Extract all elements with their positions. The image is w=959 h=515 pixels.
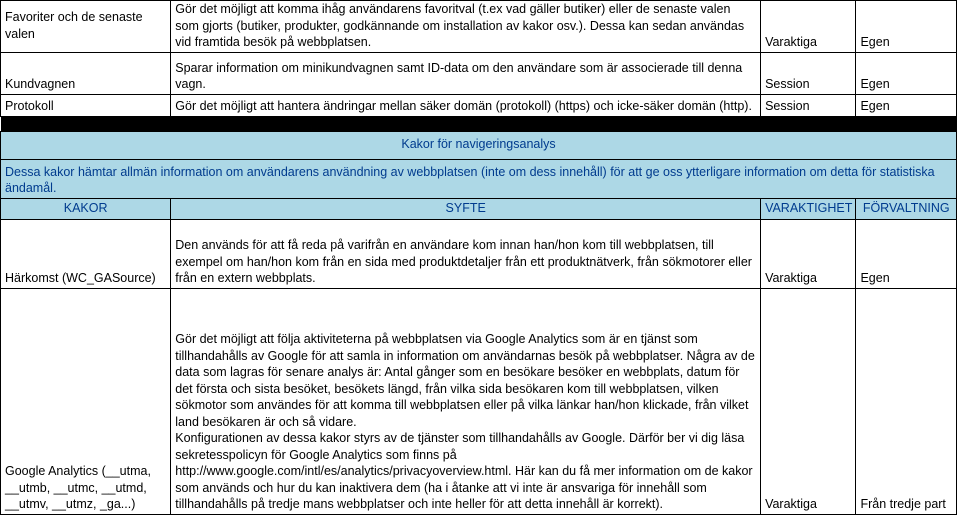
cookie-name: Google Analytics (__utma, __utmb, __utmc, __utmd, __utmv, __utmz, _ga...) xyxy=(1,288,171,514)
section-title: Kakor för navigeringsanalys xyxy=(1,131,957,159)
header-cookies: KAKOR xyxy=(1,198,171,219)
header-duration: VARAKTIGHET xyxy=(761,198,856,219)
cookie-management: Egen xyxy=(856,219,957,288)
cookie-name: Härkomst (WC_GASource) xyxy=(1,219,171,288)
cookie-name: Kundvagnen xyxy=(1,52,171,94)
cookie-management: Egen xyxy=(856,1,957,53)
cookie-name: Protokoll xyxy=(1,94,171,116)
table-row xyxy=(1,94,957,116)
cookie-management: Egen xyxy=(856,94,957,116)
section-description-row xyxy=(1,159,957,198)
cookie-description: Sparar information om minikundvagnen samt ID-data om den användare som är associerade till denna vagn. xyxy=(171,52,761,94)
section-title-row xyxy=(1,131,957,159)
cookie-description: Gör det möjligt att hantera ändringar mellan säker domän (protokoll) (https) och icke-säker domän (http). xyxy=(171,94,761,116)
cookie-duration: Varaktiga xyxy=(761,219,856,288)
cookie-duration: Varaktiga xyxy=(761,1,856,53)
table-row xyxy=(1,219,957,288)
header-management: FÖRVALTNING xyxy=(856,198,957,219)
table-header-row xyxy=(1,198,957,219)
description-paragraph: Konfigurationen av dessa kakor styrs av de tjänster som tillhandahålls av Google. Därför ber vi dig läsa sekretesspolicyn för Google Analytics som finns på http://www.google.com/intl/es/analytics/privacyoverview.html. Här kan du få mer information om de kakor som används och hur du kan inaktivera dem (ha i åtanke att vi inte är ansvariga för innehåll som tillhandahålls på tredje mans webbplatser och inte heller för att detta innehåll är korrekt). xyxy=(175,431,753,511)
cookie-description xyxy=(171,288,761,514)
cookie-duration: Varaktiga xyxy=(761,288,856,514)
section-divider xyxy=(1,116,957,131)
table-row xyxy=(1,1,957,53)
cookie-management: Egen xyxy=(856,52,957,94)
cookie-description: Gör det möjligt att komma ihåg användarens favoritval (t.ex vad gäller butiker) eller de senaste valen som gjorts (butiker, produkter, godkännande om installation av kakor osv.). Dessa kan sedan användas vid framtida besök på webbplatsen. xyxy=(171,1,761,53)
cookie-name: Favoriter och de senaste valen xyxy=(1,1,171,53)
table-row xyxy=(1,288,957,514)
cookie-description: Den används för att få reda på varifrån en användare kom innan han/hon kom till webbplatsen, till exempel om han/hon kom från en sida med produktdetaljer från ett produktnätverk, från sökmotorer eller från en extern webbplats. xyxy=(171,219,761,288)
cookie-duration: Session xyxy=(761,52,856,94)
description-paragraph: Gör det möjligt att följa aktiviteterna på webbplatsen via Google Analytics som är en tjänst som tillhandahålls av Google för att samla in information om användarnas besök på webbplatser. Några av de data som lagras för senare analys är: Antal gånger som en besökare besöker en webbplats, datum för det första och sista besöket, besökets längd, från vilka sida besökaren kom till webbplatsen, vilken sökmotor som användes för att komma till webbplatsen eller på vilka länkar han/hon klickade, från vilket land besökaren är och så vidare. xyxy=(175,332,755,429)
header-purpose: SYFTE xyxy=(171,198,761,219)
table-row xyxy=(1,52,957,94)
cookie-duration: Session xyxy=(761,94,856,116)
section-description: Dessa kakor hämtar allmän information om användarens användning av webbplatsen (inte om dess innehåll) för att ge oss ytterligare information om detta för statistiska ändamål. xyxy=(1,159,957,198)
cookie-management: Från tredje part xyxy=(856,288,957,514)
